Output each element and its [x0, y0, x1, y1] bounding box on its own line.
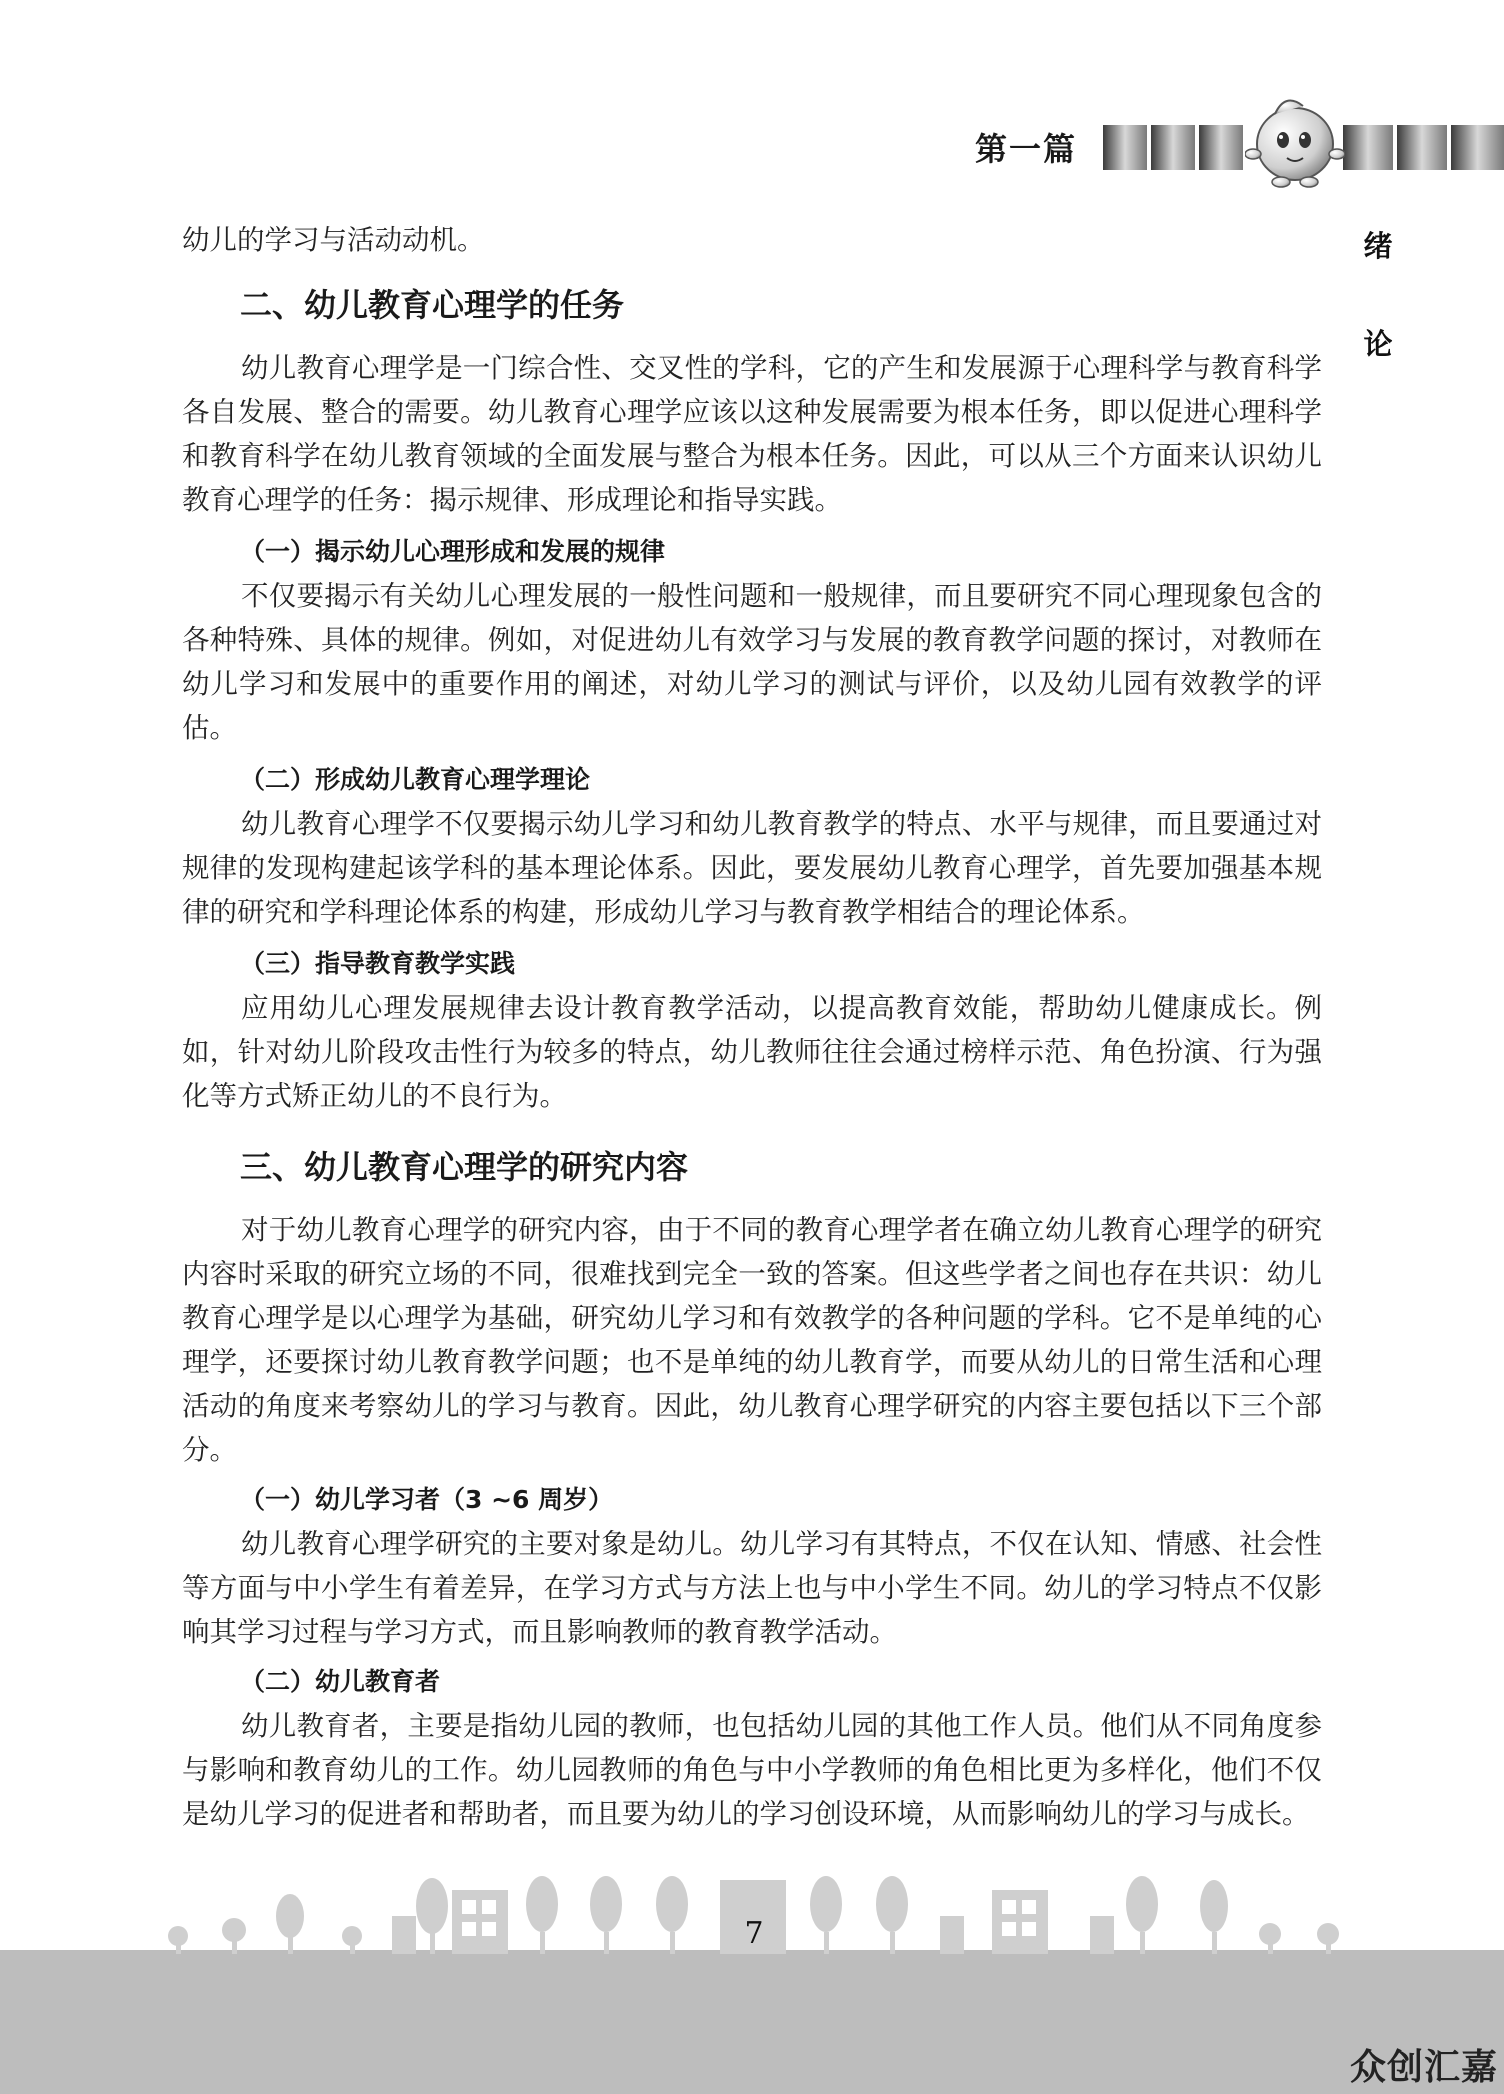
section-3-intro: 对于幼儿教育心理学的研究内容，由于不同的教育心理学者在确立幼儿教育心理学的研究内容时采取的研究立场的不同，很难找到完全一致的答案。但这些学者之间也存在共识：幼儿教育心理学是以心理学为基础，研究幼儿学习和有效教学的各种问题的学科。它不是单纯的心理学，还要探讨幼儿教育教学问题；也不是单纯的幼儿教育学，而要从幼儿的日常生活和心理活动的角度来考察幼儿的学习与教育。因此，幼儿教育心理学研究的内容主要包括以下三个部分。 [182, 1214, 1322, 1466]
section-2-sub-1-text: 不仅要揭示有关幼儿心理发展的一般性问题和一般规律，而且要研究不同心理现象包含的各种特殊、具体的规律。例如，对促进幼儿有效学习与发展的教育教学问题的探讨，对教师在幼儿学习和发展中的重要作用的阐述，对幼儿学习的测试与评价，以及幼儿园有效教学的评估。 [182, 580, 1322, 744]
section-2-sub-1-title: （一）揭示幼儿心理形成和发展的规律 [240, 537, 666, 566]
section-2-sub-2-text: 幼儿教育心理学不仅要揭示幼儿学习和幼儿教育教学的特点、水平与规律，而且要通过对规律的发现构建起该学科的基本理论体系。因此，要发展幼儿教育心理学，首先要加强基本规律的研究和学科理论体系的构建，形成幼儿学习与教育教学相结合的理论体系。 [182, 808, 1322, 928]
page-number: 7 [744, 1916, 764, 1951]
section-2-sub-3-title: （三）指导教育教学实践 [240, 949, 516, 978]
intro-line: 幼儿的学习与活动动机。 [182, 224, 485, 256]
section-3-sub-1-text: 幼儿教育心理学研究的主要对象是幼儿。幼儿学习有其特点，不仅在认知、情感、社会性等方面与中小学生有着差异，在学习方式与方法上也与中小学生不同。幼儿的学习特点不仅影响其学习过程与学习方式，而且影响教师的教育教学活动。 [182, 1528, 1322, 1648]
part-title: 第一篇 [975, 130, 1078, 168]
section-3-sub-1-title: （一）幼儿学习者（3 ~6 周岁） [240, 1485, 614, 1514]
watermark-text: 众创汇嘉 [1349, 2047, 1498, 2088]
section-2-title: 二、幼儿教育心理学的任务 [240, 286, 625, 324]
section-3-sub-2-text: 幼儿教育者，主要是指幼儿园的教师，也包括幼儿园的其他工作人员。他们从不同角度参与影响和教育幼儿的工作。幼儿园教师的角色与中小学教师的角色相比更为多样化，他们不仅是幼儿学习的促进者和帮助者，而且要为幼儿的学习创设环境，从而影响幼儿的学习与成长。 [182, 1710, 1322, 1830]
side-label-xu: 绪 [1363, 229, 1393, 263]
section-2-sub-3-text: 应用幼儿心理发展规律去设计教育教学活动，以提高教育效能，帮助幼儿健康成长。例如，针对幼儿阶段攻击性行为较多的特点，幼儿教师往往会通过榜样示范、角色扮演、行为强化等方式矫正幼儿的不良行为。 [182, 992, 1322, 1112]
section-2-sub-2-title: （二）形成幼儿教育心理学理论 [240, 765, 591, 794]
side-label-lun: 论 [1363, 327, 1393, 361]
section-2-intro: 幼儿教育心理学是一门综合性、交叉性的学科，它的产生和发展源于心理科学与教育科学各自发展、整合的需要。幼儿教育心理学应该以这种发展需要为根本任务，即以促进心理科学和教育科学在幼儿教育领域的全面发展与整合为根本任务。因此，可以从三个方面来认识幼儿教育心理学的任务：揭示规律、形成理论和指导实践。 [182, 352, 1322, 516]
mascot-icon [1245, 92, 1345, 188]
section-3-sub-2-title: （二）幼儿教育者 [240, 1667, 441, 1696]
section-3-title: 三、幼儿教育心理学的研究内容 [240, 1148, 689, 1186]
footer-skyline [0, 1870, 1504, 2094]
